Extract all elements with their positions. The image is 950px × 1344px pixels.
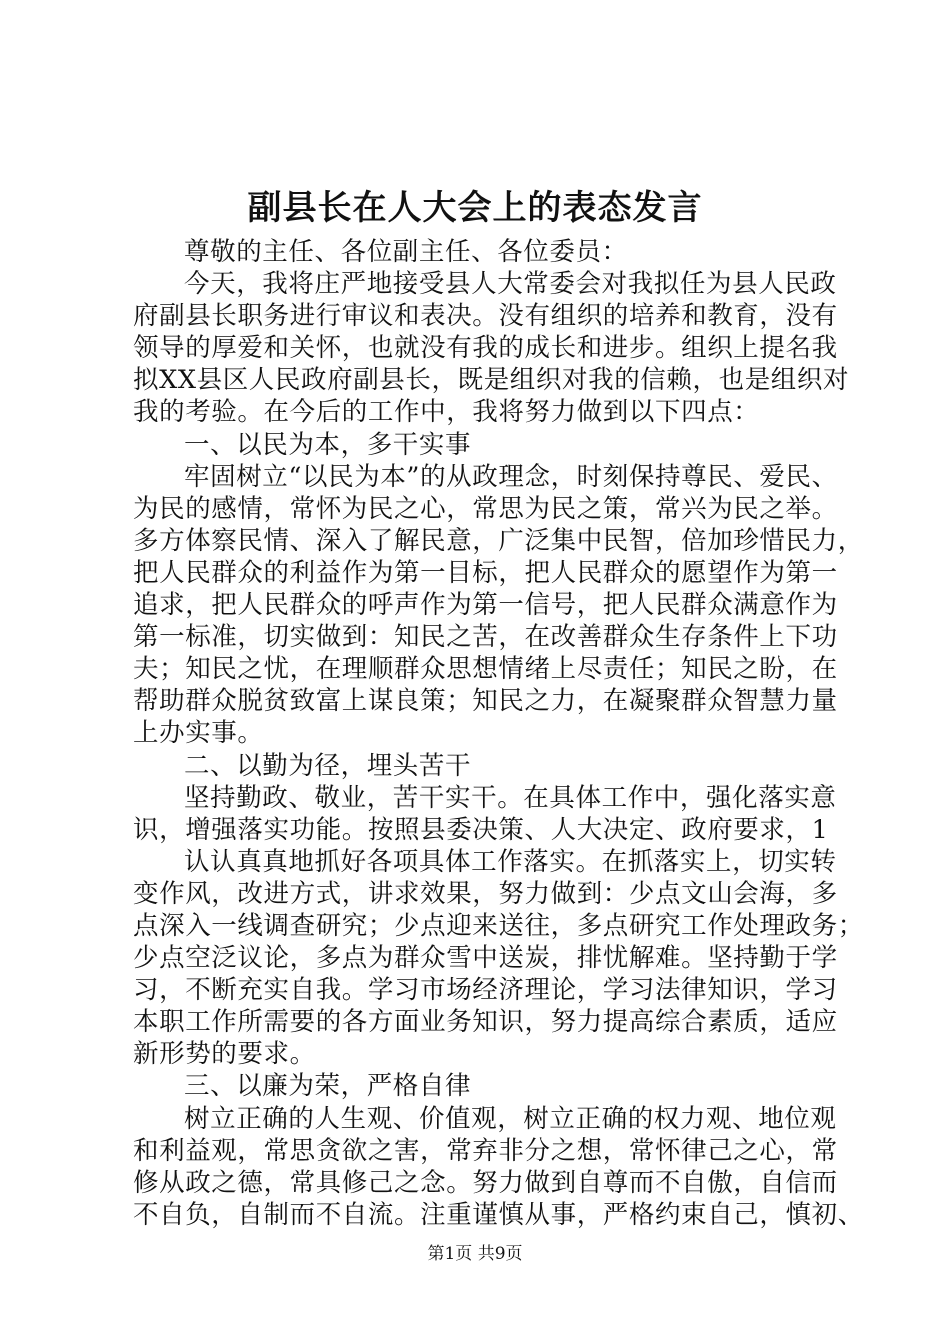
text-line: 点深入一线调查研究；少点迎来送往，多点研究工作处理政务； (133, 910, 864, 941)
text-line: 拟XX县区人民政府副县长，既是组织对我的信赖，也是组织对 (133, 365, 850, 396)
text-line: 为民的感情，常怀为民之心，常思为民之策，常兴为民之举。 (133, 493, 838, 524)
text-line: 牢固树立“以民为本”的从政理念，时刻保持尊民、爱民、 (184, 461, 838, 492)
text-line: 不自负，自制而不自流。注重谨慎从事，严格约束自己，慎初、 (133, 1199, 864, 1230)
text-line: 三、以廉为荣，严格自律 (184, 1071, 472, 1102)
text-line: 今天，我将庄严地接受县人大常委会对我拟任为县人民政 (184, 269, 837, 300)
text-line: 和利益观，常思贪欲之害，常弃非分之想，常怀律己之心，常 (133, 1135, 838, 1166)
document-title: 副县长在人大会上的表态发言 (247, 188, 703, 228)
text-line: 修从政之德，常具修己之念。努力做到自尊而不自傲，自信而 (133, 1167, 838, 1198)
text-line: 把人民群众的利益作为第一目标，把人民群众的愿望作为第一 (133, 557, 838, 588)
text-line: 识，增强落实功能。按照县委决策、人大决定、政府要求，1 (133, 814, 829, 845)
text-line: 变作风，改进方式，讲求效果，努力做到：少点文山会海，多 (133, 878, 838, 909)
text-line: 夫；知民之忧，在理顺群众思想情绪上尽责任；知民之盼，在 (133, 654, 838, 685)
text-line: 本职工作所需要的各方面业务知识，努力提高综合素质，适应 (133, 1007, 838, 1038)
text-line: 习，不断充实自我。学习市场经济理论，学习法律知识，学习 (133, 975, 838, 1006)
page-footer: 第1页 共9页 (427, 1244, 523, 1264)
text-line: 认认真真地抓好各项具体工作落实。在抓落实上，切实转 (184, 846, 837, 877)
text-line: 树立正确的人生观、价值观，树立正确的权力观、地位观 (184, 1103, 837, 1134)
text-line: 多方体察民情、深入了解民意，广泛集中民智，倍加珍惜民力， (133, 525, 864, 556)
text-line: 追求，把人民群众的呼声作为第一信号，把人民群众满意作为 (133, 590, 838, 621)
text-line: 新形势的要求。 (133, 1039, 316, 1070)
text-line: 帮助群众脱贫致富上谋良策；知民之力，在凝聚群众智慧力量 (133, 686, 838, 717)
text-line: 一、以民为本，多干实事 (184, 429, 472, 460)
text-line: 府副县长职务进行审议和表决。没有组织的培养和教育，没有 (133, 301, 838, 332)
text-line: 第一标准，切实做到：知民之苦，在改善群众生存条件上下功 (133, 622, 838, 653)
text-line: 上办实事。 (133, 718, 264, 749)
text-line: 领导的厚爱和关怀，也就没有我的成长和进步。组织上提名我 (133, 333, 838, 364)
text-line: 二、以勤为径，埋头苦干 (184, 750, 472, 781)
text-line: 我的考验。在今后的工作中，我将努力做到以下四点： (133, 397, 760, 428)
text-line: 少点空泛议论，多点为群众雪中送炭，排忧解难。坚持勤于学 (133, 943, 838, 974)
document-body (133, 236, 864, 1231)
text-line: 尊敬的主任、各位副主任、各位委员： (184, 237, 628, 267)
text-line: 坚持勤政、敬业，苦干实干。在具体工作中，强化落实意 (184, 782, 837, 813)
